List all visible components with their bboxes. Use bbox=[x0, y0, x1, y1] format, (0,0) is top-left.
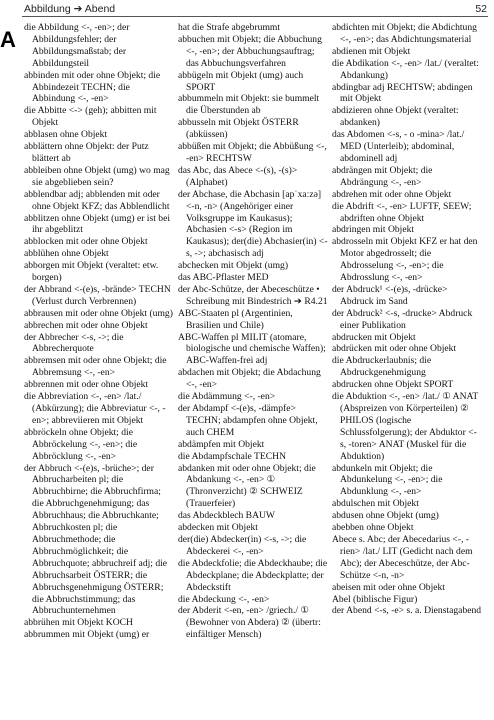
dictionary-entry: abblasen ohne Objekt bbox=[24, 129, 108, 141]
dictionary-entry: die Abdampfschale TECHN bbox=[178, 450, 286, 462]
dictionary-entry: abbrühen mit Objekt KOCH bbox=[24, 617, 133, 629]
dictionary-entry: abdulschen mit Objekt bbox=[332, 498, 419, 510]
column-1 bbox=[24, 22, 174, 716]
dictionary-entry: das Abdomen <-s, - o -mina> /lat./ MED (Unterleib); abdominal, abdominell adj bbox=[332, 129, 465, 164]
dictionary-entry: ABC-Staaten pl (Argentinien, Brasilien und Chile) bbox=[178, 307, 293, 331]
dictionary-entry: der Abdruck² <-s, -drucke> Abdruck einer Publikation bbox=[332, 307, 473, 331]
page-number: 52 bbox=[475, 3, 487, 15]
dictionary-entry: abbummeln mit Objekt: sie bummelt die Überstunden ab bbox=[178, 93, 320, 117]
dictionary-entry: abbrummen mit Objekt (umg) er bbox=[24, 629, 150, 641]
dictionary-entry: die Abdeckfolie; die Abdeckhaube; die Abdeckplane; die Abdeckplatte; der Abdeckstift bbox=[178, 557, 328, 593]
dictionary-entry: der Abbrand <-(e)s, -brände> TECHN (Verlust durch Verbrennen) bbox=[24, 283, 171, 307]
dictionary-entry: die Abdruckerlaubnis; die Abdruckgenehmigung bbox=[332, 355, 432, 379]
dictionary-entry: abchecken mit Objekt (umg) bbox=[178, 260, 289, 272]
dictionary-entry: abborgen mit Objekt (veraltet: etw. borgen) bbox=[24, 260, 159, 284]
running-head: Abbildung ➔ Abend bbox=[24, 3, 116, 15]
dictionary-entry: abbremsen mit oder ohne Objekt; die Abbremsung <-, -en> bbox=[24, 355, 167, 379]
dictionary-entry: abdecken mit Objekt bbox=[178, 522, 258, 534]
dictionary-entry: Abel (biblische Figur) bbox=[332, 593, 418, 605]
dictionary-entry: ABC-Waffen pl MILIT (atomare, biologische und chemische Waffen); ABC-Waffen-frei adj bbox=[178, 331, 326, 367]
dictionary-entry: abdichten mit Objekt; die Abdichtung <-, -en>; das Abdichtungsmaterial bbox=[332, 22, 477, 45]
dictionary-entry: abdizieren ohne Objekt (veraltet: abdanken) bbox=[332, 105, 459, 129]
dictionary-entry: abbröckeln ohne Objekt; die Abbröckelung <-, -en>; die Abbröcklung <-, -en> bbox=[24, 426, 138, 462]
dictionary-entry: hat die Strafe abgebrummt bbox=[178, 22, 281, 33]
dictionary-entry: abbinden mit oder ohne Objekt; die Abbindezeit TECHN; die Abbindung <-, -en> bbox=[24, 69, 161, 105]
dictionary-entry: der Abc-Schütze, der Abeceschütze • Schreibung mit Bindestrich ➔ R4.21 bbox=[178, 283, 328, 307]
dictionary-entry: abeisen mit oder ohne Objekt bbox=[332, 581, 445, 593]
dictionary-entry: die Abdeckung <-, -en> bbox=[178, 593, 270, 605]
dictionary-entry: die Abbildung <-, -en>; der Abbildungsfehler; der Abbildungsmaßstab; der Abbildungsteil bbox=[24, 22, 130, 69]
dictionary-entry: das Abc, das Abece <-(s), -(s)> (Alphabet) bbox=[178, 164, 298, 188]
dictionary-entry: abbleiben ohne Objekt (umg) wo mag sie abgeblieben sein? bbox=[24, 164, 170, 188]
dictionary-entry: abdrucken ohne Objekt SPORT bbox=[332, 379, 454, 391]
dictionary-entry: abdanken mit oder ohne Objekt; die Abdankung <-, -en> ① (Thronverzicht) ② SCHWEIZ (Trauerfeier) bbox=[178, 462, 316, 510]
letter-tab: A bbox=[0, 27, 16, 52]
dictionary-entry: der(die) Abdecker(in) <-s, ->; die Abdeckerei <-, -en> bbox=[178, 533, 307, 557]
dictionary-entry: abdusen ohne Objekt (umg) bbox=[332, 510, 439, 522]
dictionary-entry: der Abbruch <-(e)s, -brüche>; der Abbrucharbeiten pl; die Abbruchbirne; die Abbruchfirma; die Abbruchgenehmigung; das Abbruchhaus; die Abbruchkante; Abbruchkosten pl; die Abbruchmethode; die Abbruchmöglichkeit; die Abbruchquote; abbruchreif adj; die Abbruchsarbeit ÖSTERR; die Abbruchsgenehmigung ÖSTERR; die Abbruchstimmung; das Abbruchunternehmen bbox=[24, 462, 168, 617]
dictionary-entry: abdämpfen mit Objekt bbox=[178, 438, 265, 450]
dictionary-entry: der Abend <-s, -e> s. a. Dienstagabend bbox=[332, 605, 482, 617]
column-3 bbox=[332, 22, 482, 716]
header-rule bbox=[22, 16, 488, 17]
page-header bbox=[0, 0, 494, 18]
dictionary-entry: abbrechen mit oder ohne Objekt bbox=[24, 319, 148, 331]
dictionary-entry: abdrücken mit oder ohne Objekt bbox=[332, 343, 457, 355]
dictionary-entry: die Abbreviation <-, -en> /lat./ (Abkürzung); die Abbreviatur <-, -en>; abbreviieren mit Objekt bbox=[24, 391, 166, 426]
column-2 bbox=[178, 22, 328, 716]
dictionary-entry: abblendbar adj; abblenden mit oder ohne Objekt KFZ; das Abblendlicht bbox=[24, 188, 170, 212]
dictionary-entry: das Abdeckblech BAUW bbox=[178, 510, 275, 522]
dictionary-entry: abdrucken mit Objekt bbox=[332, 331, 416, 343]
dictionary-entry: der Abchase, die Abchasin [apˈxaːzə] <-n, -n> (Angehöriger einer Volksgruppe im Kaukasus); Abchasien <-s> (Region im Kaukasus); der(die) Abchasier(in) <-s, ->; abchasisch adj bbox=[178, 188, 328, 260]
dictionary-entry: abbügeln mit Objekt (umg) auch SPORT bbox=[178, 69, 304, 93]
dictionary-entry: abblocken mit oder ohne Objekt bbox=[24, 236, 148, 248]
dictionary-entry: abdrosseln mit Objekt KFZ er hat den Motor abgedrosselt; die Abdrosselung <-, -en>; die Abdrosslung <-, -en> bbox=[332, 236, 478, 284]
dictionary-entry: abdringen mit Objekt bbox=[332, 224, 415, 236]
dictionary-entry: abbrennen mit oder ohne Objekt bbox=[24, 379, 149, 391]
dictionary-entry: abdrängen mit Objekt; die Abdrängung <-, -en> bbox=[332, 164, 433, 188]
dictionary-entry: der Abdampf <-(e)s, -dämpfe> TECHN; abdampfen ohne Objekt, auch CHEM bbox=[178, 403, 318, 438]
dictionary-entry: abebben ohne Objekt bbox=[332, 522, 414, 534]
dictionary-entry: abdienen mit Objekt bbox=[332, 45, 411, 57]
dictionary-entry: das ABC-Pflaster MED bbox=[178, 272, 269, 284]
dictionary-entry: die Abdämmung <-, -en> bbox=[178, 391, 276, 403]
dictionary-entry: Abece s. Abc; der Abecedarius <-, -rien> /lat./ LIT (Gedicht nach dem Abc); der Abeceschütze, der Abc-Schütze <-n, -n> bbox=[332, 533, 473, 581]
dictionary-entry: der Abbrecher <-s, ->; die Abbrecherquote bbox=[24, 331, 124, 355]
dictionary-entry: abblitzen ohne Objekt (umg) er ist bei ihr abgeblitzt bbox=[24, 212, 170, 236]
dictionary-entry: abdingbar adj RECHTSW; abdingen mit Objekt bbox=[332, 81, 473, 105]
dictionary-entry: die Abdikation <-, -en> /lat./ (veraltet: Abdankung) bbox=[332, 57, 479, 81]
dictionary-entry: abdunkeln mit Objekt; die Abdunkelung <-, -en>; die Abdunklung <-, -en> bbox=[332, 462, 443, 498]
dictionary-entry: abblühen ohne Objekt bbox=[24, 248, 109, 260]
dictionary-entry: die Abduktion <-, -en> /lat./ ① ANAT (Abspreizen von Körperteilen) ② PHILOS (logische Schlussfolgerung); der Abduktor <-s, -toren> ANAT (Muskel für die Abduktion) bbox=[332, 391, 479, 462]
dictionary-entry: abbrausen mit oder ohne Objekt (umg) bbox=[24, 307, 173, 319]
dictionary-entry: abdachen mit Objekt; die Abdachung <-, -en> bbox=[178, 367, 321, 391]
dictionary-entry: abblättern ohne Objekt: der Putz blättert ab bbox=[24, 141, 149, 164]
dictionary-entry: der Abdruck¹ <-(e)s, -drücke> Abdruck im Sand bbox=[332, 283, 448, 307]
dictionary-entry: die Abbitte <-> (geh); abbitten mit Objekt bbox=[24, 105, 157, 129]
dictionary-entry: der Abderit <-en, -en> /griech./ ① (Bewohner von Abdera) ② (übertr: einfältiger Mensch) bbox=[178, 605, 321, 641]
dictionary-entry: abdrehen mit oder ohne Objekt bbox=[332, 188, 452, 200]
dictionary-entry: abbuchen mit Objekt; die Abbuchung <-, -en>; der Abbuchungsauftrag; das Abbuchungsverfahren bbox=[178, 33, 322, 69]
dictionary-entry: abbusseln mit Objekt ÖSTERR (abküssen) bbox=[178, 117, 299, 141]
dictionary-entry: die Abdrift <-, -en> LUFTF, SEEW; abdriften ohne Objekt bbox=[332, 200, 472, 224]
dictionary-entry: abbüßen mit Objekt; die Abbüßung <-, -en> RECHTSW bbox=[178, 141, 327, 164]
